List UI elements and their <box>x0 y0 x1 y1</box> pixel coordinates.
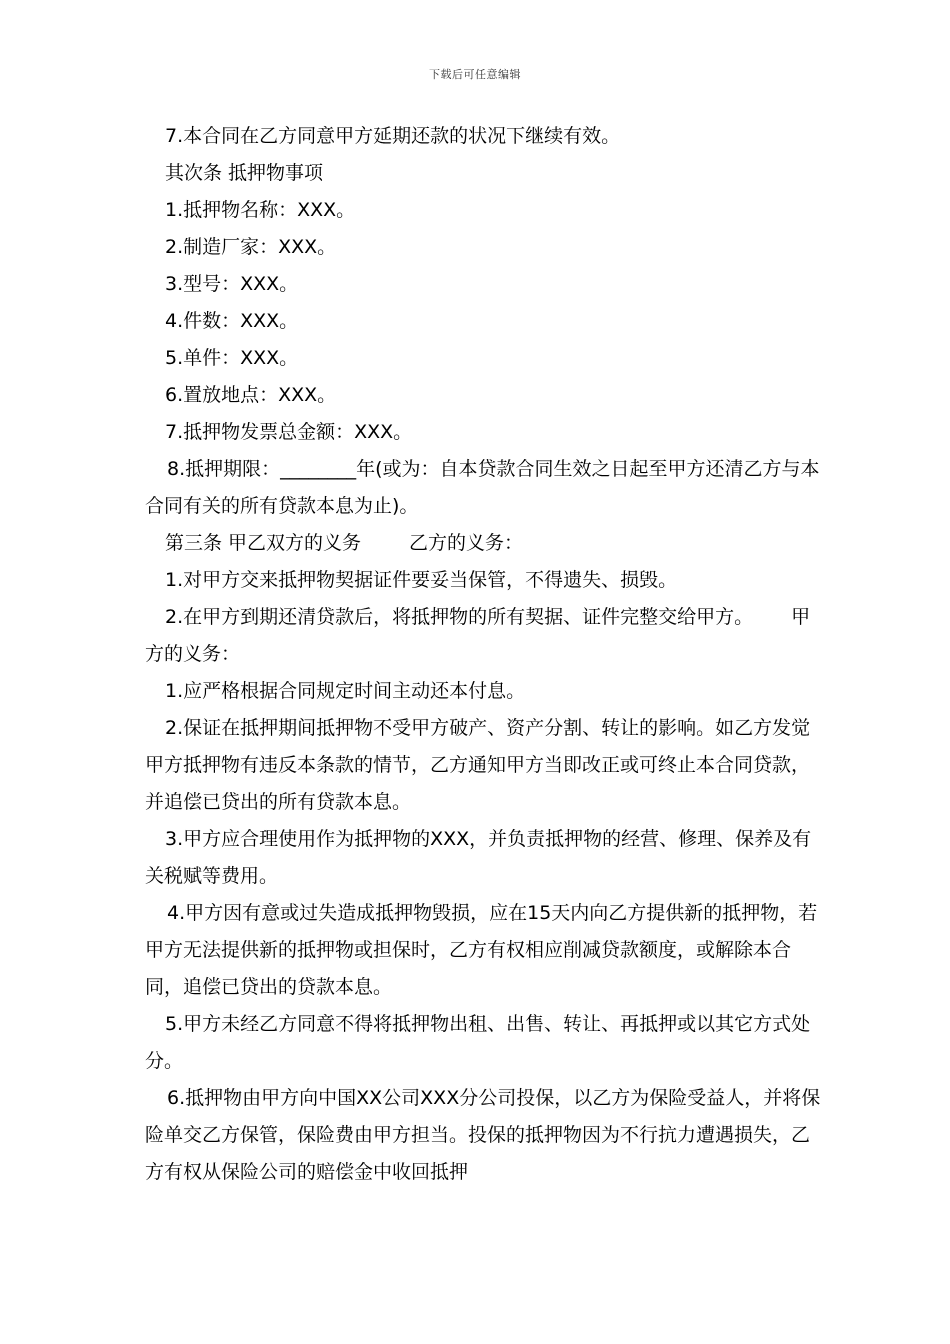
section-heading: 其次条 抵押物事项 <box>165 162 324 184</box>
clause-text: 2.在甲方到期还清贷款后，将抵押物的所有契据、证件完整交给甲方。 <box>165 606 754 628</box>
clause-paragraph: 3.甲方应合理使用作为抵押物的XXX，并负责抵押物的经营、修理、保养及有关税赋等费用。 <box>145 828 812 887</box>
clause-paragraph: 4.甲方因有意或过失造成抵押物毁损，应在15天内向乙方提供新的抵押物，若甲方无法提供新的抵押物或担保时，乙方有权相应削减贷款额度，或解除本合同，追偿已贷出的贷款本息。 <box>145 902 818 998</box>
section-heading: 第三条 甲乙双方的义务 <box>165 532 362 554</box>
clause-paragraph: 2.保证在抵押期间抵押物不受甲方破产、资产分割、转让的影响。如乙方发觉甲方抵押物有违反本条款的情节，乙方通知甲方当即改正或可终止本合同贷款，并追偿已贷出的所有贷款本息。 <box>145 717 811 813</box>
clause-paragraph: 3.型号：XXX。 <box>165 273 299 295</box>
clause-paragraph: 1.应严格根据合同规定时间主动还本付息。 <box>165 680 526 702</box>
clause-paragraph: 8.抵押期限：________年(或为：自本贷款合同生效之日起至甲方还清乙方与本合同有关的所有贷款本息为止)。 <box>145 458 820 517</box>
clause-paragraph: 6.置放地点：XXX。 <box>165 384 337 406</box>
clause-paragraph: 1.抵押物名称：XXX。 <box>165 199 356 221</box>
clause-paragraph: 5.单件：XXX。 <box>165 347 299 369</box>
clause-paragraph: 6.抵押物由甲方向中国XX公司XXX分公司投保，以乙方为保险受益人，并将保险单交乙方保管，保险费由甲方担当。投保的抵押物因为不行抗力遭遇损失，乙方有权从保险公司的赔偿金中收回抵押 <box>145 1087 821 1183</box>
clause-paragraph: 5.甲方未经乙方同意不得将抵押物出租、出售、转让、再抵押或以其它方式处分。 <box>145 1013 811 1072</box>
clause-paragraph-with-heading <box>145 599 825 673</box>
section-heading-line <box>145 525 825 562</box>
page-header-note: 下载后可任意编辑 <box>429 68 521 81</box>
subsection-heading: 乙方的义务： <box>409 532 524 554</box>
clause-paragraph: 2.制造厂家：XXX。 <box>165 236 337 258</box>
clause-paragraph: 7.本合同在乙方同意甲方延期还款的状况下继续有效。 <box>165 125 621 147</box>
clause-paragraph: 4.件数：XXX。 <box>165 310 299 332</box>
subsection-heading: 甲方的义务： <box>145 606 811 665</box>
document-body <box>145 118 825 1191</box>
clause-paragraph: 1.对甲方交来抵押物契据证件要妥当保管，不得遗失、损毁。 <box>165 569 678 591</box>
clause-paragraph: 7.抵押物发票总金额：XXX。 <box>165 421 413 443</box>
